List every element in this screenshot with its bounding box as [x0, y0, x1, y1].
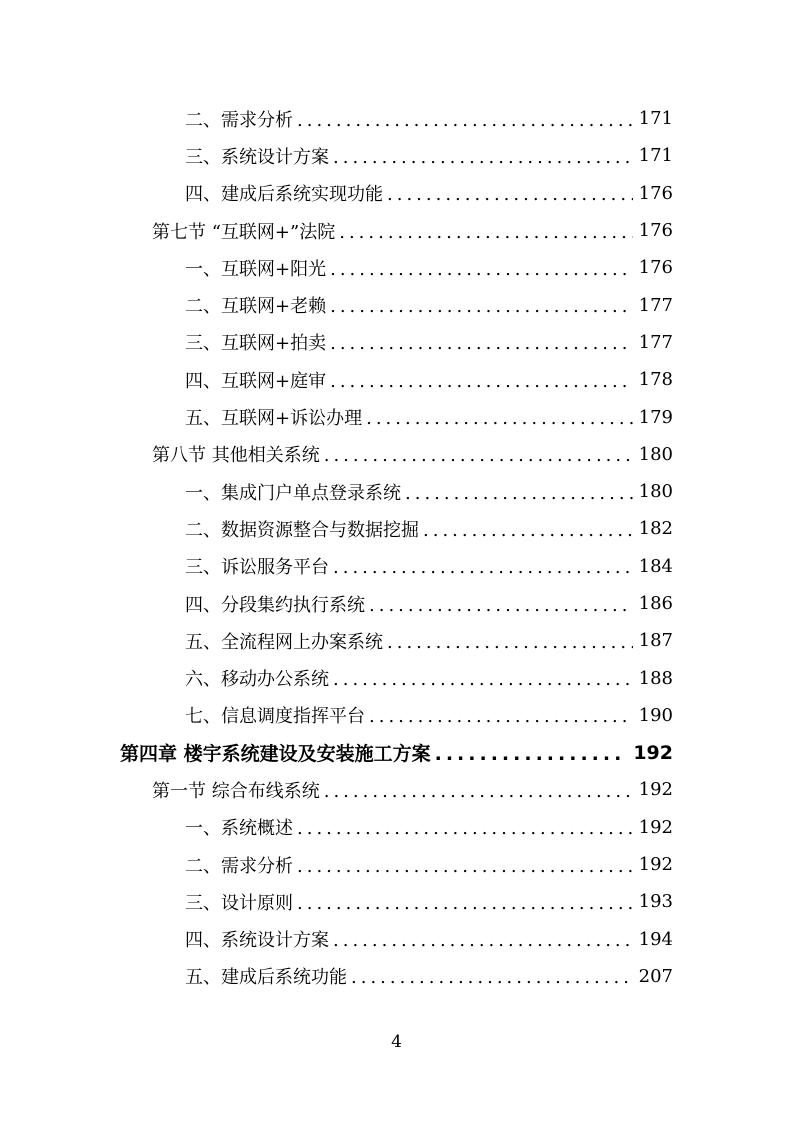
toc-entry-title: 第八节 其他相关系统 [152, 445, 320, 467]
toc-entry-title: 三、设计原则 [185, 892, 293, 914]
toc-subsection-entry[interactable] [0, 324, 793, 361]
toc-dot-leader [387, 186, 633, 204]
toc-subsection-entry[interactable] [0, 585, 793, 622]
toc-dot-leader [369, 597, 633, 615]
toc-entry-page-number: 207 [638, 965, 673, 987]
toc-subsection-entry[interactable] [0, 175, 793, 212]
toc-entry-title: 第四章 楼宇系统建设及安装施工方案 [120, 743, 431, 766]
toc-dot-leader [339, 224, 632, 242]
toc-entry-title: 四、系统设计方案 [185, 930, 329, 952]
toc-entry-title: 二、需求分析 [185, 855, 293, 877]
toc-entry-page-number: 193 [638, 891, 673, 913]
toc-subsection-entry[interactable] [0, 510, 793, 547]
toc-dot-leader [366, 410, 633, 428]
toc-entry-title: 六、移动办公系统 [185, 669, 329, 691]
toc-subsection-entry[interactable] [0, 883, 793, 920]
toc-dot-leader [297, 858, 633, 876]
toc-dot-leader [297, 895, 633, 913]
toc-entry-page-number: 194 [638, 928, 673, 950]
toc-subsection-entry[interactable] [0, 697, 793, 734]
toc-entry-page-number: 171 [638, 108, 673, 130]
toc-subsection-entry[interactable] [0, 398, 793, 435]
toc-entry-page-number: 178 [638, 369, 673, 391]
toc-subsection-entry[interactable] [0, 361, 793, 398]
toc-dot-leader [423, 522, 633, 540]
table-of-contents [0, 100, 793, 995]
toc-section-entry[interactable] [0, 212, 793, 249]
toc-entry-page-number: 182 [638, 518, 673, 540]
toc-entry-title: 五、建成后系统功能 [185, 967, 347, 989]
toc-entry-title: 三、互联网+拍卖 [185, 333, 327, 355]
toc-entry-title: 五、全流程网上办案系统 [185, 631, 383, 653]
toc-entry-page-number: 180 [638, 481, 673, 503]
toc-entry-page-number: 177 [638, 331, 673, 353]
toc-entry-title: 二、数据资源整合与数据挖掘 [185, 519, 419, 541]
toc-entry-page-number: 180 [638, 443, 673, 465]
toc-entry-page-number: 184 [638, 555, 673, 577]
toc-entry-title: 四、分段集约执行系统 [185, 594, 365, 616]
toc-entry-page-number: 186 [638, 593, 673, 614]
toc-entry-page-number: 188 [638, 667, 673, 689]
toc-entry-page-number: 192 [638, 779, 673, 801]
toc-entry-title: 七、信息调度指挥平台 [185, 706, 365, 728]
toc-subsection-entry[interactable] [0, 286, 793, 323]
toc-subsection-entry[interactable] [0, 809, 793, 846]
toc-entry-title: 四、互联网+庭审 [185, 370, 327, 392]
toc-dot-leader [297, 820, 633, 838]
toc-entry-title: 三、系统设计方案 [185, 146, 329, 168]
toc-dot-leader [405, 485, 633, 503]
toc-dot-leader [324, 447, 633, 465]
toc-entry-page-number: 176 [638, 257, 673, 279]
toc-dot-leader [333, 671, 633, 689]
toc-dot-leader [333, 559, 633, 577]
toc-entry-page-number: 177 [638, 294, 673, 316]
toc-entry-page-number: 171 [638, 145, 673, 167]
toc-entry-title: 二、互联网+老赖 [185, 296, 327, 318]
toc-dot-leader [297, 112, 633, 130]
toc-subsection-entry[interactable] [0, 473, 793, 510]
toc-entry-title: 一、互联网+阳光 [185, 258, 327, 280]
toc-entry-title: 二、需求分析 [185, 109, 293, 131]
toc-subsection-entry[interactable] [0, 958, 793, 995]
toc-subsection-entry[interactable] [0, 921, 793, 958]
toc-dot-leader [387, 634, 633, 652]
toc-entry-page-number: 192 [638, 854, 673, 876]
toc-dot-leader [330, 261, 633, 279]
toc-entry-page-number: 176 [638, 220, 673, 242]
toc-entry-title: 一、集成门户单点登录系统 [185, 482, 401, 504]
toc-dot-leader [351, 969, 633, 987]
toc-subsection-entry[interactable] [0, 100, 793, 137]
toc-dot-leader [435, 745, 628, 764]
toc-subsection-entry[interactable] [0, 249, 793, 286]
page-number: 4 [391, 1032, 402, 1052]
toc-entry-title: 四、建成后系统实现功能 [185, 184, 383, 206]
toc-subsection-entry[interactable] [0, 548, 793, 585]
toc-entry-title: 第七节 “互联网+”法院 [152, 221, 336, 243]
toc-entry-page-number: 192 [633, 741, 673, 764]
toc-dot-leader [324, 783, 633, 801]
toc-section-entry[interactable] [0, 436, 793, 473]
toc-dot-leader [369, 708, 633, 726]
toc-entry-page-number: 192 [638, 816, 673, 838]
toc-subsection-entry[interactable] [0, 659, 793, 696]
toc-subsection-entry[interactable] [0, 622, 793, 659]
toc-chapter-entry[interactable] [0, 734, 793, 771]
toc-entry-title: 五、互联网+诉讼办理 [185, 408, 363, 430]
toc-entry-title: 三、诉讼服务平台 [185, 557, 329, 579]
toc-dot-leader [330, 335, 633, 353]
toc-entry-page-number: 190 [638, 704, 673, 726]
toc-entry-page-number: 179 [638, 406, 673, 428]
toc-entry-title: 一、系统概述 [185, 818, 293, 840]
toc-entry-title: 第一节 综合布线系统 [152, 780, 320, 802]
toc-dot-leader [330, 298, 633, 316]
toc-section-entry[interactable] [0, 771, 793, 808]
toc-dot-leader [333, 932, 633, 950]
toc-dot-leader [333, 149, 633, 167]
toc-subsection-entry[interactable] [0, 137, 793, 174]
toc-subsection-entry[interactable] [0, 846, 793, 883]
toc-entry-page-number: 176 [638, 182, 673, 204]
toc-entry-page-number: 187 [638, 630, 673, 652]
toc-dot-leader [330, 373, 633, 391]
